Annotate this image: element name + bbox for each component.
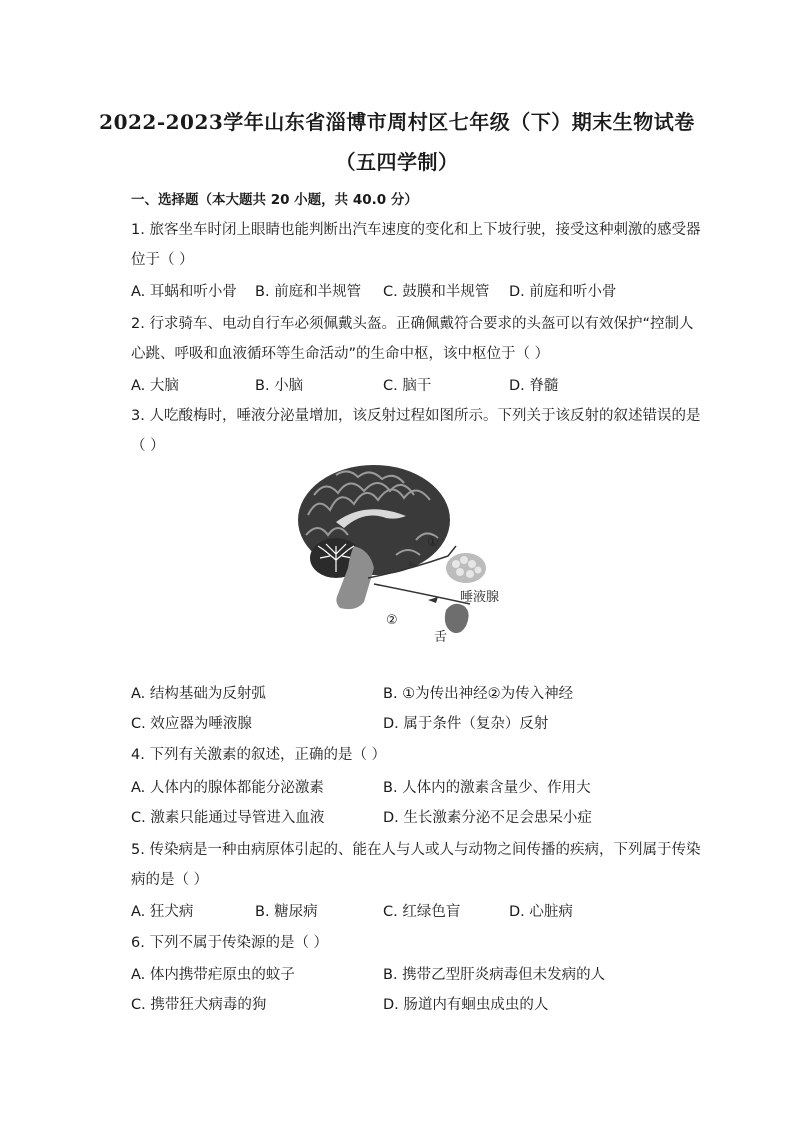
question-5-option-c: C. 红绿色盲: [383, 904, 461, 920]
question-3-line-2: （ ）: [131, 438, 165, 454]
question-1-option-c: C. 鼓膜和半规管: [383, 284, 490, 300]
page-title: 2022-2023学年山东省淄博市周村区七年级（下）期末生物试卷: [99, 110, 695, 134]
question-5-line-2: 病的是（ ）: [131, 872, 209, 888]
question-1-option-b: B. 前庭和半规管: [255, 284, 362, 300]
figure-label-tongue: 舌: [434, 630, 448, 645]
question-4-option-b: B. 人体内的激素含量少、作用大: [383, 780, 591, 796]
question-4-option-d: D. 生长激素分泌不足会患呆小症: [383, 810, 592, 826]
afferent-nerve: [374, 584, 470, 604]
question-6-option-a: A. 体内携带疟原虫的蚊子: [131, 967, 295, 983]
question-2-line-2: 心跳、呼吸和血液循环等生命活动”的生命中枢，该中枢位于（ ）: [131, 346, 550, 362]
salivary-gland-shape: [446, 553, 486, 583]
page-subtitle: （五四学制）: [335, 150, 459, 174]
question-5-option-d: D. 心脏病: [509, 904, 573, 920]
question-5-option-b: B. 糖尿病: [255, 904, 318, 920]
question-4-line-1: 4. 下列有关激素的叙述，正确的是（ ）: [131, 747, 387, 763]
brain-illustration: [296, 460, 516, 650]
question-2-option-b: B. 小脑: [255, 378, 304, 394]
question-6-option-d: D. 肠道内有蛔虫成虫的人: [383, 997, 549, 1013]
question-4-option-a: A. 人体内的腺体都能分泌激素: [131, 780, 324, 796]
question-3-option-a: A. 结构基础为反射弧: [131, 686, 266, 702]
figure-label-salivary-gland: 唾液腺: [460, 590, 500, 605]
section-heading: 一、选择题（本大题共 20 小题，共 40.0 分）: [131, 192, 418, 208]
question-6-option-b: B. 携带乙型肝炎病毒但未发病的人: [383, 967, 606, 983]
question-2-option-c: C. 脑干: [383, 378, 432, 394]
tongue-shape: [445, 604, 469, 633]
question-1-line-2: 位于（ ）: [131, 252, 194, 268]
question-2-line-1: 2. 行求骑车、电动自行车必须佩戴头盔。正确佩戴符合要求的头盔可以有效保护“控制人: [131, 316, 694, 332]
question-3-option-b: B. ①为传出神经②为传入神经: [383, 686, 574, 702]
question-3-line-1: 3. 人吃酸梅时，唾液分泌量增加，该反射过程如图所示。下列关于该反射的叙述错误的是: [131, 408, 701, 424]
question-6-line-1: 6. 下列不属于传染源的是（ ）: [131, 935, 329, 951]
question-1-option-d: D. 前庭和听小骨: [509, 284, 617, 300]
reflex-arc-figure: [296, 460, 516, 650]
figure-label-1: ①: [427, 535, 439, 550]
question-1-option-a: A. 耳蜗和听小骨: [131, 284, 237, 300]
question-5-line-1: 5. 传染病是一种由病原体引起的、能在人与人或人与动物之间传播的疾病，下列属于传染: [131, 842, 701, 858]
question-4-option-c: C. 激素只能通过导管进入血液: [131, 810, 325, 826]
question-3-option-c: C. 效应器为唾液腺: [131, 716, 252, 732]
question-1-line-1: 1. 旅客坐车时闭上眼睛也能判断出汽车速度的变化和上下坡行驶，接受这种刺激的感受器: [131, 222, 701, 238]
question-3-option-d: D. 属于条件（复杂）反射: [383, 716, 549, 732]
question-2-option-a: A. 大脑: [131, 378, 179, 394]
question-2-option-d: D. 脊髓: [509, 378, 559, 394]
figure-label-2: ②: [386, 613, 398, 628]
question-6-option-c: C. 携带狂犬病毒的狗: [131, 997, 267, 1013]
question-5-option-a: A. 狂犬病: [131, 904, 194, 920]
afferent-arrow: [428, 597, 438, 603]
